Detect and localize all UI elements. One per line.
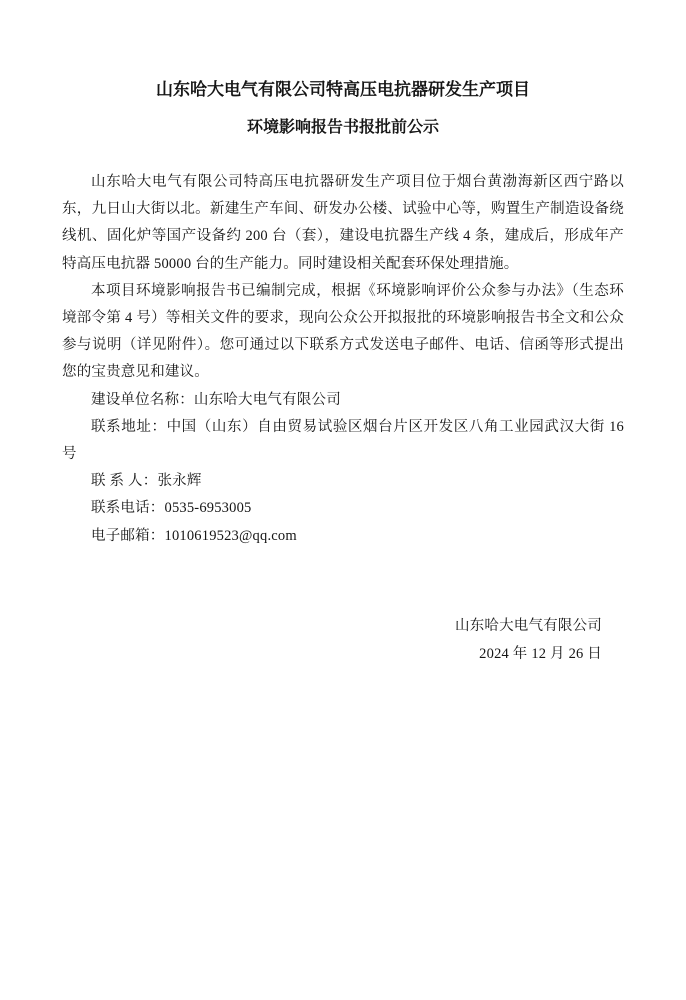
document-subtitle: 环境影响报告书报批前公示 bbox=[246, 119, 439, 136]
contact-phone: 联系电话：0535-6953005 bbox=[91, 500, 252, 517]
signature-company: 山东哈大电气有限公司 bbox=[455, 617, 602, 634]
signature-date: 2024 年 12 月 26 日 bbox=[479, 645, 602, 662]
contact-unit-name: 建设单位名称：山东哈大电气有限公司 bbox=[91, 391, 341, 408]
contact-address: 联系地址：中国（山东）自由贸易试验区烟台片区开发区八角工业园武汉大街 16 号 bbox=[62, 418, 624, 463]
contact-person: 联 系 人：张永辉 bbox=[91, 473, 202, 490]
paragraph-project-overview: 山东哈大电气有限公司特高压电抗器研发生产项目位于烟台黄渤海新区西宁路以东，九日山大街以北。新建生产车间、研发办公楼、试验中心等，购置生产制造设备绕线机、固化炉等国产设备约 200 台（套），建设电抗器生产线 4 条，建成后，形成年产特高压电抗器 50000 台的生产能力。同时建设相关配套环保处理措施。 bbox=[62, 174, 624, 272]
paragraph-public-participation: 本项目环境影响报告书已编制完成，根据《环境影响评价公众参与办法》（生态环境部令第 4 号）等相关文件的要求，现向公众公开拟报批的环境影响报告书全文和公众参与说明（详见附件）。您可通过以下联系方式发送电子邮件、电话、信函等形式提出您的宝贵意见和建议。 bbox=[62, 282, 624, 381]
contact-email: 电子邮箱：1010619523@qq.com bbox=[91, 527, 297, 544]
document-title: 山东哈大电气有限公司特高压电抗器研发生产项目 bbox=[156, 80, 530, 99]
signature-block bbox=[62, 612, 624, 668]
